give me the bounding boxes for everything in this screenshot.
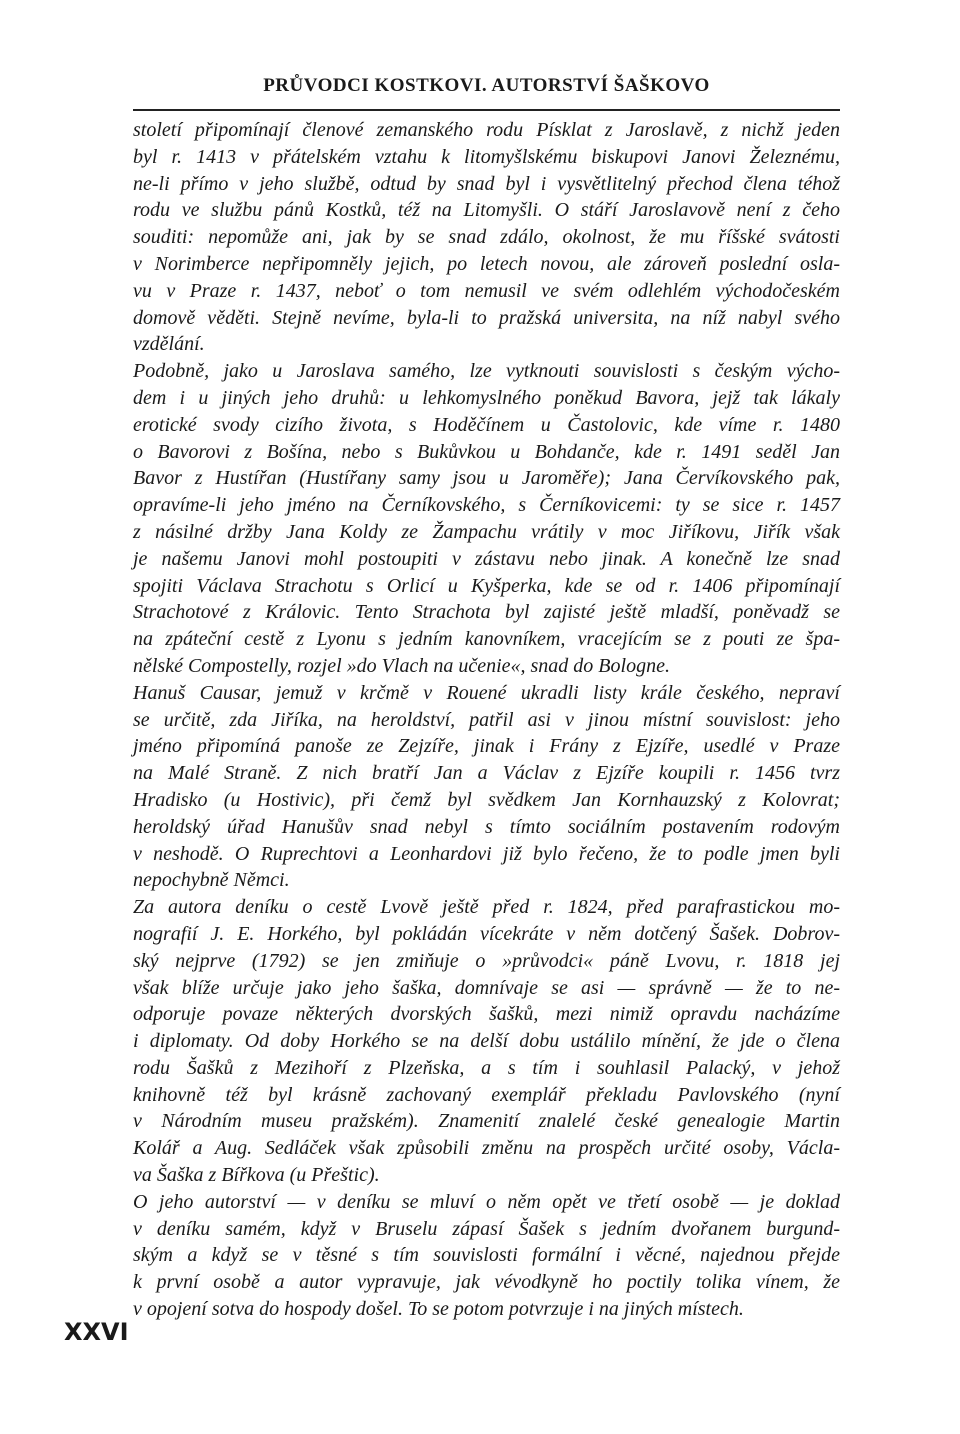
text-line: dem i u jiných jeho druhů: u lehkomyslného poněkud Bavora, jejž tak lákaly [133,386,840,409]
text-line: rodu ve službu pánů Kostků, též na Litomyšli. O stáří Jaroslavově není z čeho [133,199,840,222]
text-line: vzdělání. [133,333,205,356]
text-line: byl r. 1413 v přátelském vztahu k litomyšlskému biskupovi Janovi Železnému, [133,145,840,168]
text-line: jméno připomíná panoše ze Zejzíře, jinak i Frány z Ejzíře, usedlé v Praze [133,735,840,758]
text-line: Podobně, jako u Jaroslava samého, lze vytknouti souvislosti s českým výcho- [133,360,840,383]
text-line: nepochybně Němci. [133,869,290,892]
text-line: spojiti Václava Strachotu s Orlicí u Kyšperka, kde se od r. 1406 připomínají [133,574,840,597]
body-text [133,117,840,1323]
text-line: va Šaška z Bířkova (u Přeštic). [133,1164,380,1187]
margin-number: XXVI [64,1318,129,1346]
text-line: v opojení sotva do hospody došel. To se potom potvrzuje i na jiných místech. [133,1298,744,1321]
text-line: však blíže určuje jako jeho šaška, domnívaje se asi — správně — že to ne- [133,976,840,999]
text-line: je našemu Janovi mohl postoupiti v zástavu nebo jinak. A konečně lze snad [133,547,840,570]
text-line: souditi: nepomůže ani, jak by se snad zdálo, okolnost, že mu říšské svátosti [133,226,840,249]
text-line: knihovně též byl krásně zachovaný exemplář překladu Pavlovského (nyní [133,1083,840,1106]
running-head: PRŮVODCI KOSTKOVI. AUTORSTVÍ ŠAŠKOVO [263,75,710,96]
text-line: ne-li přímo v jeho službě, odtud by snad byl i vysvětlitelný přechod člena téhož [133,172,840,195]
text-line: ský nejprve (1792) se jen zmiňuje o »průvodci« páně Lvovu, r. 1818 jej [133,949,840,972]
text-line: o Bavorovi z Bošína, nebo s Bukůvkou u Bohdanče, kde r. 1491 seděl Jan [133,440,840,463]
text-line: rodu Šašků z Mezihoří z Plzeňska, a s tím i souhlasil Palacký, v jehož [133,1056,840,1079]
text-line: v deníku samém, když v Bruselu zápasí Šašek s jedním dvořanem burgund- [133,1217,840,1240]
text-line: O jeho autorství — v deníku se mluví o něm opět ve třetí osobě — je doklad [133,1190,840,1213]
text-line: opravíme-li jeho jméno na Černíkovského, s Černíkovicemi: ty se sice r. 1457 [133,494,840,517]
text-line: nografií J. E. Horkého, byl pokládán vícekráte v něm dotčený Šašek. Dobrov- [133,922,840,945]
text-line: nělské Compostelly, rozjel »do Vlach na učenie«, snad do Bologne. [133,654,670,677]
header-rule [133,109,840,111]
text-line: Hradisko (u Hostivic), při čemž byl svědkem Jan Kornhauzský z Kolovrat; [133,788,840,811]
text-line: erotické svody cizího života, s Hoděčínem u Častolovic, kde víme r. 1480 [133,413,840,436]
text-line: v Národním museu pražském). Znamenití znalelé české genealogie Martin [133,1110,840,1133]
text-line: i diplomaty. Od doby Horkého se na delší dobu ustálilo mínění, že jde o člena [133,1030,840,1053]
text-line: k první osobě a autor vypravuje, jak vévodkyně ho poctily tolika vínem, že [133,1271,840,1294]
text-line: století připomínají členové zemanského rodu Písklat z Jaroslavě, z nichž jeden [133,119,840,141]
text-line: se určitě, zda Jiříka, na heroldství, patřil asi v jinou místní souvislost: jeho [133,708,840,731]
text-line: Strachotové z Královic. Tento Strachota byl zajisté ještě mladší, poněvadž se [133,601,840,624]
text-line: na zpáteční cestě z Lyonu s jedním kanovníkem, vracejícím se z pouti ze špa- [133,628,840,651]
text-line: odporuje povaze některých dvorských šašků, mezi nimiž opravdu nacházíme [133,1003,840,1026]
text-line: Kolář a Aug. Sedláček však způsobili změnu na prospěch určité osoby, Václa- [133,1137,840,1160]
text-line: Za autora deníku o cestě Lvově ještě před r. 1824, před parafrastickou mo- [133,896,840,919]
text-line: z násilné držby Jana Koldy ze Žampachu vrátily v moc Jiříkovu, Jiřík však [133,520,840,543]
text-line: Bavor z Hustířan (Hustířany samy jsou u Jaroměře); Jana Červíkovského pak, [133,467,840,490]
text-line: v Norimberce nepřipomněly jejich, po letech novou, ale zároveň poslední osla- [133,252,840,275]
text-line: domově věděti. Stejně nevíme, byla-li to pražská universita, na níž nabyl svého [133,306,840,329]
text-line: heroldský úřad Hanušův snad nebyl s tímto sociálním postavením rodovým [133,815,840,838]
text-line: ským a když se v těsné s tím souvislosti formální i věcné, najednou přejde [133,1244,840,1267]
text-line: v neshodě. O Ruprechtovi a Leonhardovi již bylo řečeno, že to podle jmen byli [133,842,840,865]
text-line: Hanuš Causar, jemuž v krčmě v Rouené ukradli listy krále českého, nepraví [133,681,840,704]
text-line: na Malé Straně. Z nich bratří Jan a Václav z Ejzíře koupili r. 1456 tvrz [133,762,840,785]
text-line: vu v Praze r. 1437, neboť o tom nemusil ve svém odlehlém východočeském [133,279,840,302]
